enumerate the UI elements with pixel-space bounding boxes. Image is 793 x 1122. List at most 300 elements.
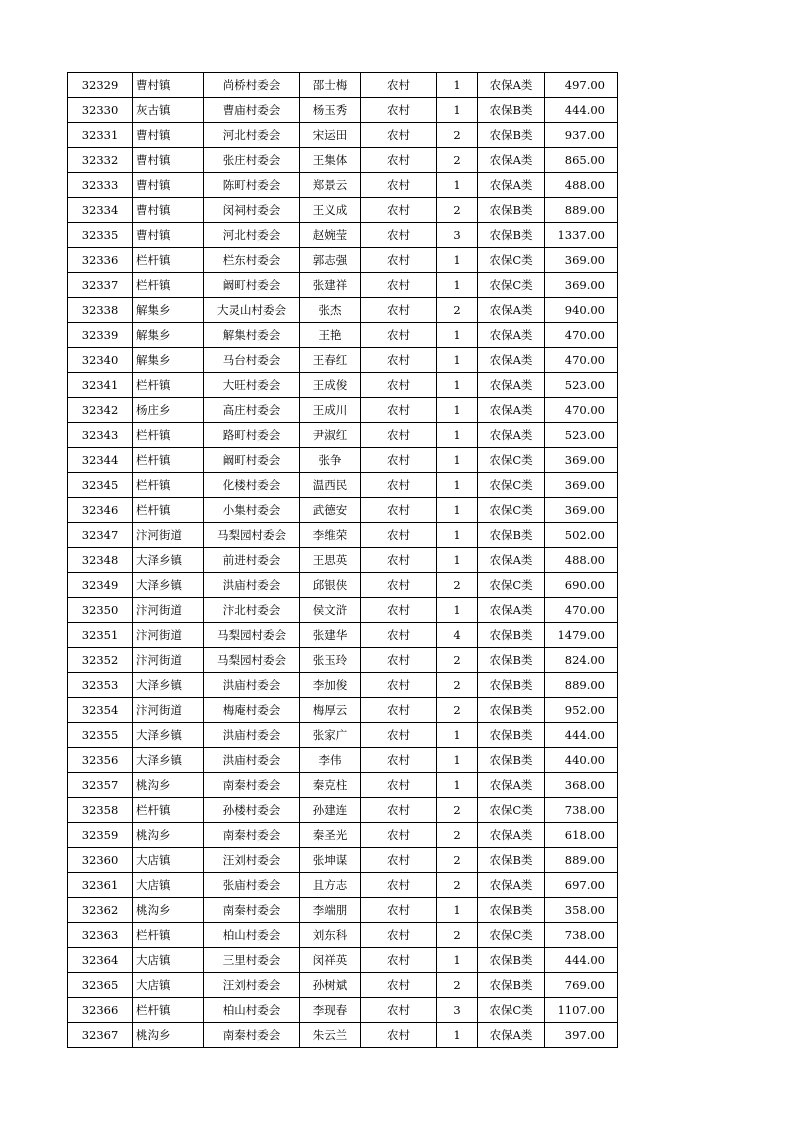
insurance-category-cell: 农保A类 xyxy=(478,423,545,448)
town-cell: 栏杆镇 xyxy=(133,448,204,473)
table-row xyxy=(68,698,618,723)
household-type-cell: 农村 xyxy=(361,123,437,148)
village-committee-cell: 尚桥村委会 xyxy=(204,73,300,98)
member-count-cell: 1 xyxy=(437,323,478,348)
amount-cell: 1337.00 xyxy=(545,223,618,248)
person-name-cell: 张建祥 xyxy=(300,273,361,298)
table-row xyxy=(68,998,618,1023)
town-cell: 栏杆镇 xyxy=(133,273,204,298)
record-id-cell: 32347 xyxy=(68,523,133,548)
household-type-cell: 农村 xyxy=(361,748,437,773)
table-row xyxy=(68,848,618,873)
amount-cell: 470.00 xyxy=(545,348,618,373)
town-cell: 灰古镇 xyxy=(133,98,204,123)
insurance-category-cell: 农保B类 xyxy=(478,698,545,723)
table-row xyxy=(68,873,618,898)
village-committee-cell: 南秦村委会 xyxy=(204,898,300,923)
insurance-category-cell: 农保A类 xyxy=(478,298,545,323)
insurance-category-cell: 农保C类 xyxy=(478,998,545,1023)
amount-cell: 523.00 xyxy=(545,373,618,398)
household-type-cell: 农村 xyxy=(361,798,437,823)
household-type-cell: 农村 xyxy=(361,373,437,398)
person-name-cell: 尹淑红 xyxy=(300,423,361,448)
household-type-cell: 农村 xyxy=(361,323,437,348)
village-committee-cell: 大灵山村委会 xyxy=(204,298,300,323)
person-name-cell: 赵婉莹 xyxy=(300,223,361,248)
village-committee-cell: 张庄村委会 xyxy=(204,148,300,173)
table-row xyxy=(68,923,618,948)
record-id-cell: 32350 xyxy=(68,598,133,623)
member-count-cell: 2 xyxy=(437,973,478,998)
town-cell: 曹村镇 xyxy=(133,223,204,248)
person-name-cell: 李端朋 xyxy=(300,898,361,923)
insurance-category-cell: 农保A类 xyxy=(478,823,545,848)
village-committee-cell: 洪庙村委会 xyxy=(204,748,300,773)
town-cell: 汴河街道 xyxy=(133,623,204,648)
record-id-cell: 32331 xyxy=(68,123,133,148)
household-type-cell: 农村 xyxy=(361,348,437,373)
member-count-cell: 1 xyxy=(437,548,478,573)
village-committee-cell: 河北村委会 xyxy=(204,223,300,248)
insurance-category-cell: 农保A类 xyxy=(478,598,545,623)
record-id-cell: 32334 xyxy=(68,198,133,223)
table-row xyxy=(68,273,618,298)
table-row xyxy=(68,448,618,473)
insurance-category-cell: 农保A类 xyxy=(478,398,545,423)
village-committee-cell: 马梨园村委会 xyxy=(204,623,300,648)
member-count-cell: 1 xyxy=(437,748,478,773)
member-count-cell: 1 xyxy=(437,598,478,623)
table-row xyxy=(68,623,618,648)
person-name-cell: 刘东科 xyxy=(300,923,361,948)
insurance-category-cell: 农保C类 xyxy=(478,798,545,823)
amount-cell: 369.00 xyxy=(545,248,618,273)
insurance-category-cell: 农保A类 xyxy=(478,73,545,98)
village-committee-cell: 南秦村委会 xyxy=(204,773,300,798)
member-count-cell: 1 xyxy=(437,948,478,973)
village-committee-cell: 汪刘村委会 xyxy=(204,973,300,998)
record-id-cell: 32337 xyxy=(68,273,133,298)
town-cell: 桃沟乡 xyxy=(133,823,204,848)
amount-cell: 937.00 xyxy=(545,123,618,148)
record-id-cell: 32355 xyxy=(68,723,133,748)
record-id-cell: 32339 xyxy=(68,323,133,348)
village-committee-cell: 汴北村委会 xyxy=(204,598,300,623)
person-name-cell: 王集体 xyxy=(300,148,361,173)
amount-cell: 502.00 xyxy=(545,523,618,548)
household-type-cell: 农村 xyxy=(361,848,437,873)
person-name-cell: 邱银侠 xyxy=(300,573,361,598)
household-type-cell: 农村 xyxy=(361,648,437,673)
village-committee-cell: 阚町村委会 xyxy=(204,273,300,298)
amount-cell: 488.00 xyxy=(545,548,618,573)
person-name-cell: 张杰 xyxy=(300,298,361,323)
village-committee-cell: 化楼村委会 xyxy=(204,473,300,498)
table-row xyxy=(68,898,618,923)
table-row xyxy=(68,948,618,973)
table-row xyxy=(68,423,618,448)
member-count-cell: 2 xyxy=(437,923,478,948)
person-name-cell: 朱云兰 xyxy=(300,1023,361,1048)
village-committee-cell: 阚町村委会 xyxy=(204,448,300,473)
person-name-cell: 温西民 xyxy=(300,473,361,498)
household-type-cell: 农村 xyxy=(361,923,437,948)
member-count-cell: 2 xyxy=(437,148,478,173)
record-id-cell: 32354 xyxy=(68,698,133,723)
table-row xyxy=(68,248,618,273)
insurance-category-cell: 农保A类 xyxy=(478,348,545,373)
village-committee-cell: 高庄村委会 xyxy=(204,398,300,423)
amount-cell: 690.00 xyxy=(545,573,618,598)
household-type-cell: 农村 xyxy=(361,223,437,248)
table-row xyxy=(68,198,618,223)
town-cell: 栏杆镇 xyxy=(133,248,204,273)
person-name-cell: 秦圣光 xyxy=(300,823,361,848)
person-name-cell: 李现春 xyxy=(300,998,361,1023)
town-cell: 栏杆镇 xyxy=(133,498,204,523)
member-count-cell: 1 xyxy=(437,898,478,923)
member-count-cell: 1 xyxy=(437,498,478,523)
person-name-cell: 王艳 xyxy=(300,323,361,348)
person-name-cell: 郑景云 xyxy=(300,173,361,198)
record-id-cell: 32351 xyxy=(68,623,133,648)
amount-cell: 769.00 xyxy=(545,973,618,998)
person-name-cell: 孙建连 xyxy=(300,798,361,823)
table-row xyxy=(68,598,618,623)
village-committee-cell: 马梨园村委会 xyxy=(204,648,300,673)
town-cell: 栏杆镇 xyxy=(133,473,204,498)
record-id-cell: 32345 xyxy=(68,473,133,498)
table-body xyxy=(68,73,618,1048)
person-name-cell: 王思英 xyxy=(300,548,361,573)
record-id-cell: 32353 xyxy=(68,673,133,698)
insurance-category-cell: 农保A类 xyxy=(478,373,545,398)
insurance-category-cell: 农保C类 xyxy=(478,923,545,948)
household-type-cell: 农村 xyxy=(361,273,437,298)
records-table xyxy=(67,72,618,1048)
amount-cell: 738.00 xyxy=(545,923,618,948)
insurance-category-cell: 农保C类 xyxy=(478,248,545,273)
amount-cell: 497.00 xyxy=(545,73,618,98)
insurance-category-cell: 农保B类 xyxy=(478,198,545,223)
village-committee-cell: 马梨园村委会 xyxy=(204,523,300,548)
village-committee-cell: 汪刘村委会 xyxy=(204,848,300,873)
member-count-cell: 2 xyxy=(437,123,478,148)
record-id-cell: 32340 xyxy=(68,348,133,373)
village-committee-cell: 前进村委会 xyxy=(204,548,300,573)
person-name-cell: 张争 xyxy=(300,448,361,473)
insurance-category-cell: 农保C类 xyxy=(478,473,545,498)
record-id-cell: 32341 xyxy=(68,373,133,398)
household-type-cell: 农村 xyxy=(361,623,437,648)
member-count-cell: 2 xyxy=(437,648,478,673)
town-cell: 栏杆镇 xyxy=(133,798,204,823)
village-committee-cell: 解集村委会 xyxy=(204,323,300,348)
town-cell: 大店镇 xyxy=(133,873,204,898)
amount-cell: 1107.00 xyxy=(545,998,618,1023)
town-cell: 曹村镇 xyxy=(133,73,204,98)
household-type-cell: 农村 xyxy=(361,573,437,598)
member-count-cell: 1 xyxy=(437,723,478,748)
village-committee-cell: 洪庙村委会 xyxy=(204,673,300,698)
record-id-cell: 32363 xyxy=(68,923,133,948)
insurance-category-cell: 农保A类 xyxy=(478,323,545,348)
record-id-cell: 32330 xyxy=(68,98,133,123)
village-committee-cell: 柏山村委会 xyxy=(204,998,300,1023)
insurance-category-cell: 农保C类 xyxy=(478,498,545,523)
record-id-cell: 32343 xyxy=(68,423,133,448)
amount-cell: 470.00 xyxy=(545,398,618,423)
member-count-cell: 1 xyxy=(437,1023,478,1048)
person-name-cell: 梅厚云 xyxy=(300,698,361,723)
table-row xyxy=(68,123,618,148)
table-row xyxy=(68,223,618,248)
insurance-category-cell: 农保B类 xyxy=(478,123,545,148)
record-id-cell: 32335 xyxy=(68,223,133,248)
member-count-cell: 2 xyxy=(437,298,478,323)
person-name-cell: 李维荣 xyxy=(300,523,361,548)
village-committee-cell: 路町村委会 xyxy=(204,423,300,448)
town-cell: 大店镇 xyxy=(133,973,204,998)
amount-cell: 697.00 xyxy=(545,873,618,898)
record-id-cell: 32357 xyxy=(68,773,133,798)
person-name-cell: 郭志强 xyxy=(300,248,361,273)
town-cell: 桃沟乡 xyxy=(133,1023,204,1048)
household-type-cell: 农村 xyxy=(361,173,437,198)
table-row xyxy=(68,498,618,523)
person-name-cell: 张建华 xyxy=(300,623,361,648)
amount-cell: 889.00 xyxy=(545,673,618,698)
town-cell: 汴河街道 xyxy=(133,698,204,723)
member-count-cell: 1 xyxy=(437,423,478,448)
household-type-cell: 农村 xyxy=(361,548,437,573)
member-count-cell: 1 xyxy=(437,523,478,548)
insurance-category-cell: 农保B类 xyxy=(478,748,545,773)
insurance-category-cell: 农保B类 xyxy=(478,223,545,248)
amount-cell: 444.00 xyxy=(545,723,618,748)
member-count-cell: 1 xyxy=(437,473,478,498)
insurance-category-cell: 农保A类 xyxy=(478,548,545,573)
table-row xyxy=(68,73,618,98)
table-row xyxy=(68,548,618,573)
amount-cell: 865.00 xyxy=(545,148,618,173)
village-committee-cell: 大旺村委会 xyxy=(204,373,300,398)
village-committee-cell: 梅庵村委会 xyxy=(204,698,300,723)
village-committee-cell: 闵祠村委会 xyxy=(204,198,300,223)
insurance-category-cell: 农保B类 xyxy=(478,898,545,923)
record-id-cell: 32349 xyxy=(68,573,133,598)
member-count-cell: 1 xyxy=(437,398,478,423)
town-cell: 汴河街道 xyxy=(133,648,204,673)
insurance-category-cell: 农保A类 xyxy=(478,773,545,798)
person-name-cell: 李加俊 xyxy=(300,673,361,698)
village-committee-cell: 南秦村委会 xyxy=(204,1023,300,1048)
insurance-category-cell: 农保B类 xyxy=(478,98,545,123)
insurance-category-cell: 农保A类 xyxy=(478,873,545,898)
insurance-category-cell: 农保B类 xyxy=(478,973,545,998)
record-id-cell: 32367 xyxy=(68,1023,133,1048)
person-name-cell: 王成俊 xyxy=(300,373,361,398)
person-name-cell: 邵士梅 xyxy=(300,73,361,98)
village-committee-cell: 洪庙村委会 xyxy=(204,723,300,748)
amount-cell: 488.00 xyxy=(545,173,618,198)
amount-cell: 369.00 xyxy=(545,448,618,473)
town-cell: 大店镇 xyxy=(133,948,204,973)
insurance-category-cell: 农保B类 xyxy=(478,948,545,973)
member-count-cell: 2 xyxy=(437,198,478,223)
town-cell: 曹村镇 xyxy=(133,198,204,223)
insurance-category-cell: 农保A类 xyxy=(478,148,545,173)
amount-cell: 369.00 xyxy=(545,498,618,523)
amount-cell: 397.00 xyxy=(545,1023,618,1048)
record-id-cell: 32359 xyxy=(68,823,133,848)
household-type-cell: 农村 xyxy=(361,823,437,848)
town-cell: 曹村镇 xyxy=(133,148,204,173)
member-count-cell: 2 xyxy=(437,698,478,723)
record-id-cell: 32333 xyxy=(68,173,133,198)
town-cell: 曹村镇 xyxy=(133,123,204,148)
village-committee-cell: 小集村委会 xyxy=(204,498,300,523)
village-committee-cell: 洪庙村委会 xyxy=(204,573,300,598)
household-type-cell: 农村 xyxy=(361,198,437,223)
member-count-cell: 1 xyxy=(437,248,478,273)
person-name-cell: 张玉玲 xyxy=(300,648,361,673)
record-id-cell: 32348 xyxy=(68,548,133,573)
record-id-cell: 32332 xyxy=(68,148,133,173)
town-cell: 栏杆镇 xyxy=(133,923,204,948)
village-committee-cell: 马台村委会 xyxy=(204,348,300,373)
member-count-cell: 3 xyxy=(437,223,478,248)
record-id-cell: 32329 xyxy=(68,73,133,98)
amount-cell: 940.00 xyxy=(545,298,618,323)
member-count-cell: 1 xyxy=(437,348,478,373)
person-name-cell: 宋运田 xyxy=(300,123,361,148)
table-row xyxy=(68,973,618,998)
table-row xyxy=(68,523,618,548)
table-row xyxy=(68,373,618,398)
person-name-cell: 侯文浒 xyxy=(300,598,361,623)
amount-cell: 952.00 xyxy=(545,698,618,723)
household-type-cell: 农村 xyxy=(361,498,437,523)
amount-cell: 444.00 xyxy=(545,98,618,123)
record-id-cell: 32366 xyxy=(68,998,133,1023)
table-row xyxy=(68,348,618,373)
member-count-cell: 1 xyxy=(437,273,478,298)
record-id-cell: 32336 xyxy=(68,248,133,273)
household-type-cell: 农村 xyxy=(361,973,437,998)
amount-cell: 824.00 xyxy=(545,648,618,673)
person-name-cell: 张家广 xyxy=(300,723,361,748)
record-id-cell: 32361 xyxy=(68,873,133,898)
record-id-cell: 32356 xyxy=(68,748,133,773)
amount-cell: 444.00 xyxy=(545,948,618,973)
insurance-category-cell: 农保C类 xyxy=(478,273,545,298)
record-id-cell: 32346 xyxy=(68,498,133,523)
record-id-cell: 32342 xyxy=(68,398,133,423)
record-id-cell: 32365 xyxy=(68,973,133,998)
town-cell: 解集乡 xyxy=(133,323,204,348)
insurance-category-cell: 农保A类 xyxy=(478,173,545,198)
person-name-cell: 武德安 xyxy=(300,498,361,523)
insurance-category-cell: 农保C类 xyxy=(478,573,545,598)
amount-cell: 358.00 xyxy=(545,898,618,923)
village-committee-cell: 栏东村委会 xyxy=(204,248,300,273)
insurance-category-cell: 农保B类 xyxy=(478,848,545,873)
table-row xyxy=(68,298,618,323)
table-row xyxy=(68,98,618,123)
village-committee-cell: 河北村委会 xyxy=(204,123,300,148)
household-type-cell: 农村 xyxy=(361,1023,437,1048)
amount-cell: 369.00 xyxy=(545,473,618,498)
town-cell: 曹村镇 xyxy=(133,173,204,198)
amount-cell: 368.00 xyxy=(545,773,618,798)
town-cell: 大泽乡镇 xyxy=(133,723,204,748)
town-cell: 栏杆镇 xyxy=(133,423,204,448)
household-type-cell: 农村 xyxy=(361,773,437,798)
table-row xyxy=(68,398,618,423)
household-type-cell: 农村 xyxy=(361,998,437,1023)
person-name-cell: 张坤谋 xyxy=(300,848,361,873)
insurance-category-cell: 农保B类 xyxy=(478,673,545,698)
table-row xyxy=(68,823,618,848)
table-row xyxy=(68,148,618,173)
village-committee-cell: 陈町村委会 xyxy=(204,173,300,198)
insurance-category-cell: 农保B类 xyxy=(478,623,545,648)
insurance-category-cell: 农保B类 xyxy=(478,648,545,673)
table-row xyxy=(68,1023,618,1048)
person-name-cell: 王春红 xyxy=(300,348,361,373)
household-type-cell: 农村 xyxy=(361,723,437,748)
town-cell: 栏杆镇 xyxy=(133,373,204,398)
amount-cell: 1479.00 xyxy=(545,623,618,648)
member-count-cell: 2 xyxy=(437,673,478,698)
household-type-cell: 农村 xyxy=(361,298,437,323)
amount-cell: 369.00 xyxy=(545,273,618,298)
person-name-cell: 秦克柱 xyxy=(300,773,361,798)
household-type-cell: 农村 xyxy=(361,248,437,273)
household-type-cell: 农村 xyxy=(361,948,437,973)
person-name-cell: 王成川 xyxy=(300,398,361,423)
member-count-cell: 1 xyxy=(437,98,478,123)
member-count-cell: 1 xyxy=(437,373,478,398)
person-name-cell: 闵祥英 xyxy=(300,948,361,973)
member-count-cell: 1 xyxy=(437,448,478,473)
table-row xyxy=(68,723,618,748)
household-type-cell: 农村 xyxy=(361,873,437,898)
table-row xyxy=(68,773,618,798)
household-type-cell: 农村 xyxy=(361,448,437,473)
town-cell: 桃沟乡 xyxy=(133,898,204,923)
village-committee-cell: 南秦村委会 xyxy=(204,823,300,848)
household-type-cell: 农村 xyxy=(361,698,437,723)
town-cell: 杨庄乡 xyxy=(133,398,204,423)
village-committee-cell: 曹庙村委会 xyxy=(204,98,300,123)
member-count-cell: 2 xyxy=(437,798,478,823)
person-name-cell: 且方志 xyxy=(300,873,361,898)
household-type-cell: 农村 xyxy=(361,898,437,923)
insurance-category-cell: 农保C类 xyxy=(478,448,545,473)
member-count-cell: 3 xyxy=(437,998,478,1023)
member-count-cell: 2 xyxy=(437,573,478,598)
town-cell: 解集乡 xyxy=(133,298,204,323)
table-row xyxy=(68,648,618,673)
person-name-cell: 孙树斌 xyxy=(300,973,361,998)
person-name-cell: 王义成 xyxy=(300,198,361,223)
table-row xyxy=(68,473,618,498)
village-committee-cell: 柏山村委会 xyxy=(204,923,300,948)
record-id-cell: 32344 xyxy=(68,448,133,473)
household-type-cell: 农村 xyxy=(361,398,437,423)
